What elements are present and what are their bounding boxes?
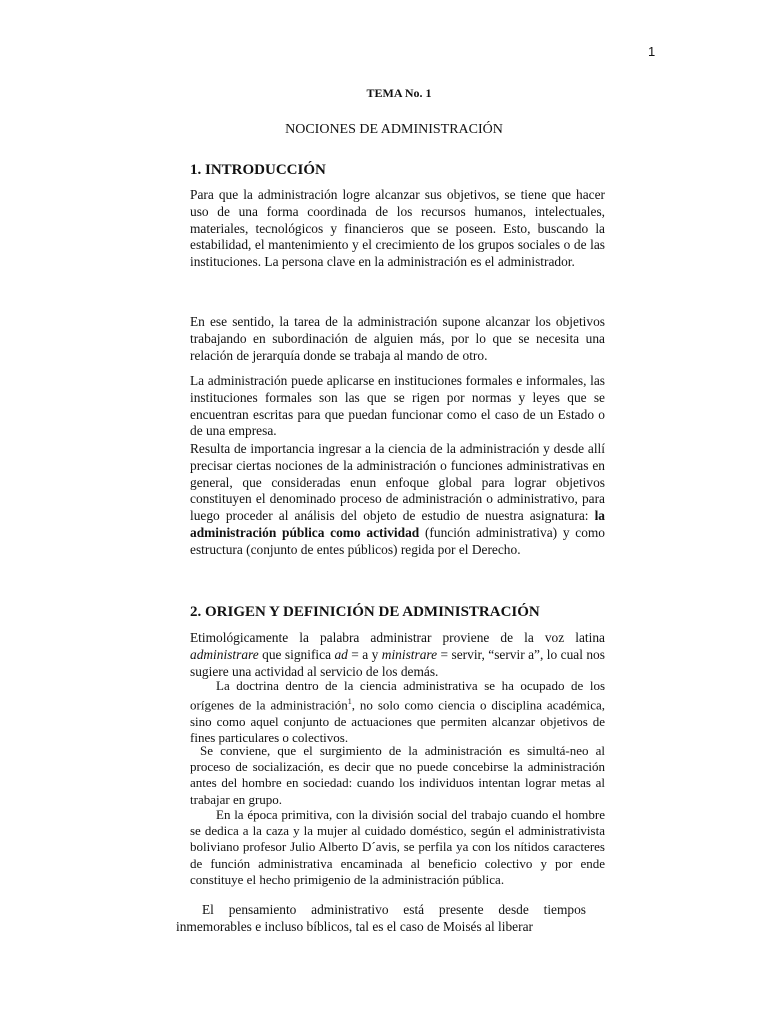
paragraph: La administración puede aplicarse en instituciones formales e informales, las instituciones formales son las que se rigen por normas y leyes que se encuentran escritas para que puedan funcionar como el caso de un Estado o de una empresa.	[190, 373, 605, 439]
paragraph: El pensamiento administrativo está presente desde tiempos inmemorables e incluso bíblicos, tal es el caso de Moisés al liberar	[176, 902, 586, 934]
paragraph: Para que la administración logre alcanzar sus objetivos, se tiene que hacer uso de una forma coordinada de los recursos humanos, intelectuales, materiales, tecnológicos y financieros que se poseen. Esto, buscando la estabilidad, el mantenimiento y el crecimiento de los grupos sociales o de las instituciones. La persona clave en la administración es el administrador.	[190, 187, 605, 270]
paragraph	[190, 678, 605, 746]
paragraph-text: , no solo como ciencia o disciplina académica, sino como aquel conjunto de actuaciones que permiten alcanzar objetivos de fines particulares o colectivos.	[190, 697, 606, 745]
tema-heading: TEMA No. 1	[366, 86, 432, 100]
paragraph: En la época primitiva, con la división social del trabajo cuando el hombre se dedica a la caza y la mujer al cuidado doméstico, según el administrativista boliviano profesor Julio Alberto D´avis, se perfila ya con los nítidos caracteres de función administrativa encaminada al beneficio colectivo y por ende constituye el hecho primigenio de la administración pública.	[190, 807, 605, 887]
paragraph	[190, 630, 605, 680]
paragraph: Se conviene, que el surgimiento de la administración es simultá-neo al proceso de socialización, es decir que no puede concebirse la administración antes del hombre en sociedad: cuando los individuos intentan lograr metas al trabajar en grupo.	[190, 743, 605, 807]
document-title: NOCIONES DE ADMINISTRACIÓN	[285, 122, 503, 137]
paragraph-text: que significa	[262, 646, 332, 662]
latin-term: administrare	[190, 646, 259, 662]
paragraph-text: La doctrina dentro de la ciencia administrativa se ha ocupado de los orígenes de la administración	[190, 678, 605, 713]
section-2-heading: 2. ORIGEN Y DEFINICIÓN DE ADMINISTRACIÓN	[190, 604, 540, 620]
paragraph: En ese sentido, la tarea de la administración supone alcanzar los objetivos trabajando en subordinación de alguien más, por lo que se necesita una relación de jerarquía donde se trabaja al mando de otro.	[190, 314, 605, 363]
bold-phrase: la administración pública como actividad	[190, 508, 605, 540]
latin-term: ad	[334, 646, 348, 662]
paragraph-text: = servir, “servir a”, lo cual nos sugiere una actividad al servicio de los demás.	[190, 646, 605, 679]
section-1-heading: 1. INTRODUCCIÓN	[190, 162, 326, 178]
paragraph-text: (función administrativa) y como estructura (conjunto de entes públicos) regida por el Derecho.	[190, 524, 605, 557]
paragraph	[190, 441, 605, 559]
paragraph-text: Etimológicamente la palabra administrar proviene de la voz latina	[190, 630, 605, 645]
page-number: 1	[648, 44, 656, 59]
paragraph-text: Resulta de importancia ingresar a la ciencia de la administración y desde allí precisar ciertas nociones de la administración o funciones administrativas en general, que consideradas enun enfoque global para lograr objetivos constituyen el denominado proceso de administración o administrativo, para luego proceder al análisis del objeto de estudio de nuestra asignatura:	[190, 441, 605, 524]
latin-term: ministrare	[381, 646, 438, 662]
paragraph-text: = a y	[351, 646, 379, 662]
footnote-marker: 1	[347, 697, 352, 707]
